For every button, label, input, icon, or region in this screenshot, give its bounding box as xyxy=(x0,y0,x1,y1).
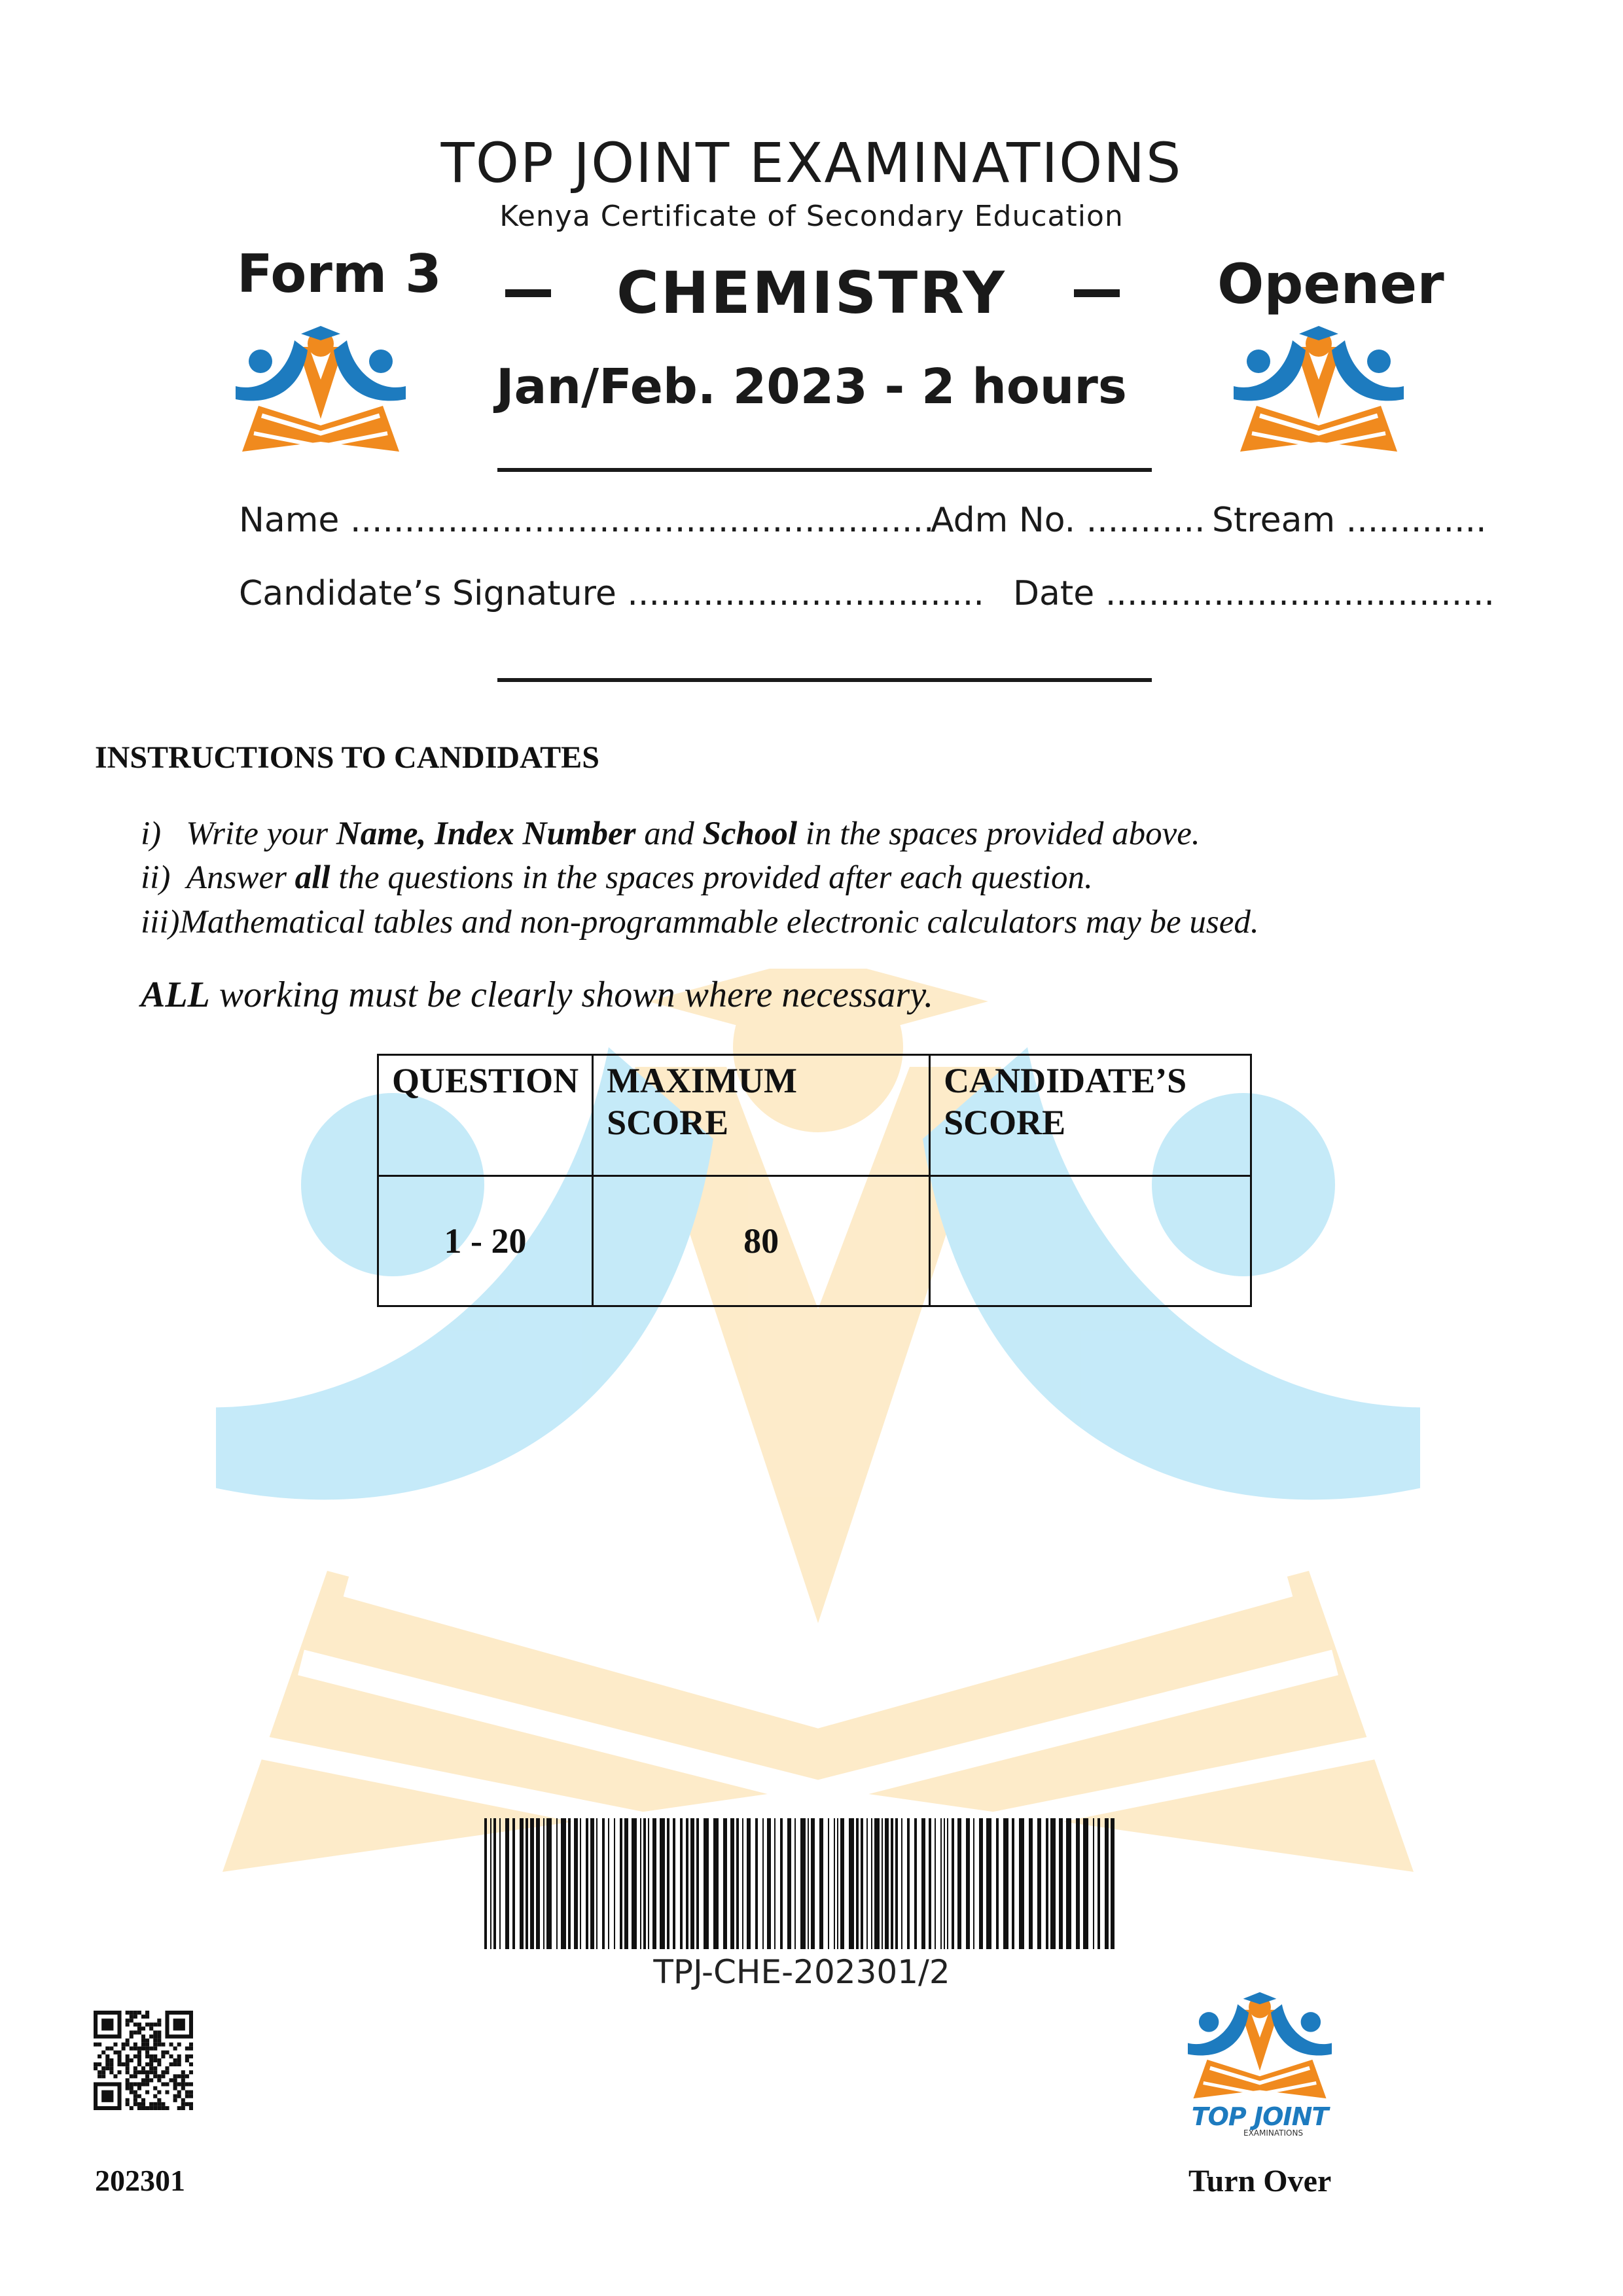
instructions-heading: INSTRUCTIONS TO CANDIDATES xyxy=(95,740,599,775)
instruction-number: iii) xyxy=(141,904,180,941)
session-line: Jan/Feb. 2023 - 2 hours xyxy=(496,359,1127,415)
instruction-item: iii)Mathematical tables and non-programmable electronic calculators may be used. xyxy=(141,904,1259,941)
table-header-candidate: CANDIDATE’S SCORE xyxy=(930,1055,1251,1176)
table-header-question: QUESTION xyxy=(378,1055,593,1176)
logo-icon xyxy=(1188,1983,1332,2114)
table-header-maximum: MAXIMUM SCORE xyxy=(593,1055,930,1176)
table-header-row xyxy=(378,1055,1251,1176)
candidate-score-cell[interactable] xyxy=(930,1176,1251,1306)
turn-over-label: Turn Over xyxy=(1188,2164,1332,2198)
barcode-icon xyxy=(484,1818,1119,1949)
stream-field[interactable]: Stream ............. xyxy=(1212,501,1487,540)
series-label: Opener xyxy=(1217,252,1444,316)
date-field[interactable]: Date .................................... xyxy=(1013,574,1495,613)
name-field[interactable]: Name ...................................................... xyxy=(239,501,935,540)
qr-code-icon xyxy=(94,2011,193,2110)
signature-field[interactable]: Candidate’s Signature ................................. xyxy=(239,574,984,613)
certificate-line: Kenya Certificate of Secondary Education xyxy=(499,200,1124,233)
score-table xyxy=(377,1054,1252,1307)
instruction-number: ii) xyxy=(141,859,171,896)
question-range-cell: 1 - 20 xyxy=(378,1176,593,1306)
barcode-text: TPJ-CHE-202301/2 xyxy=(653,1953,950,1991)
maximum-score-cell: 80 xyxy=(593,1176,930,1306)
adm-no-field[interactable]: Adm No. ........... xyxy=(931,501,1205,540)
header-rule xyxy=(497,468,1152,472)
logo-text: TOP JOINT xyxy=(1191,2102,1329,2131)
paper-code: 202301 xyxy=(95,2164,185,2197)
logo-icon xyxy=(1234,321,1404,465)
instruction-number: i) xyxy=(141,816,162,852)
form-label: Form 3 xyxy=(237,243,442,304)
instruction-item: ii) Answer all the questions in the spaces provided after each question. xyxy=(141,859,1093,896)
logo-subtext: EXAMINATIONS xyxy=(1243,2128,1304,2138)
table-row xyxy=(378,1176,1251,1306)
subject-title: CHEMISTRY xyxy=(616,259,1007,327)
working-note: ALL working must be clearly shown where necessary. xyxy=(141,975,934,1015)
dash-right xyxy=(1074,289,1120,297)
fields-rule xyxy=(497,678,1152,682)
instruction-item: i) Write your Name, Index Number and School in the spaces provided above. xyxy=(141,816,1200,852)
logo-icon xyxy=(236,321,406,465)
organization-title: TOP JOINT EXAMINATIONS xyxy=(440,131,1183,195)
